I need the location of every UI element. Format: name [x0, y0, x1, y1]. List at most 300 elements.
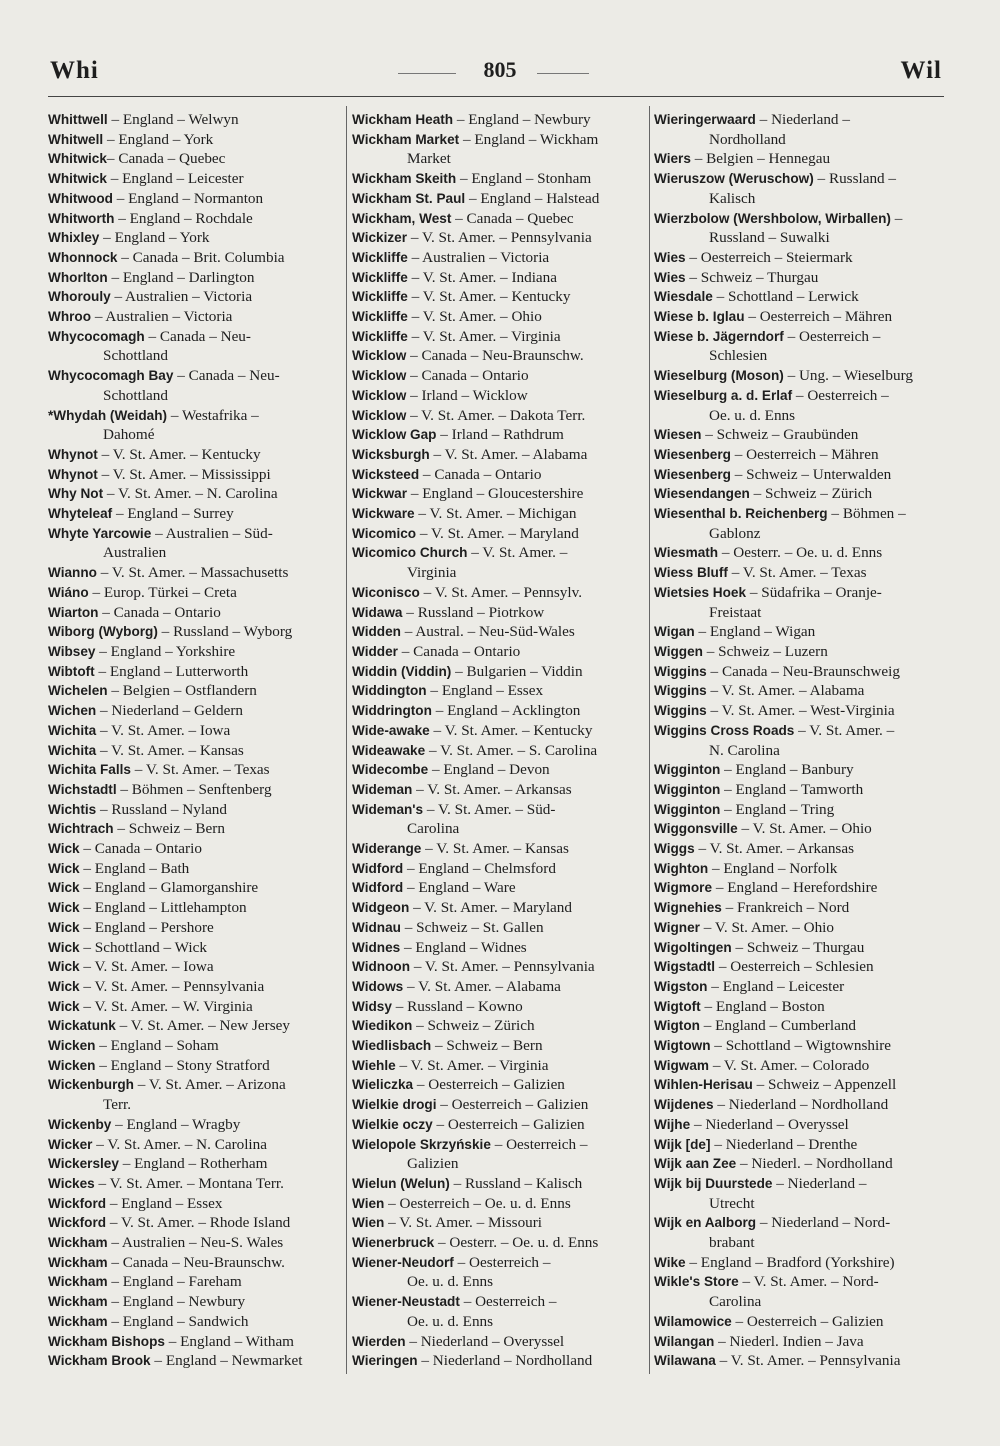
place-name: Wierzbolow (Wershbolow, Wirballen)	[654, 210, 891, 226]
gazetteer-entry	[352, 504, 650, 524]
gazetteer-entry	[48, 307, 346, 327]
place-name: Wickenburgh	[48, 1077, 134, 1093]
place-location: – England – Witham	[164, 1332, 294, 1350]
gazetteer-entry	[654, 1036, 950, 1056]
gazetteer-entry	[654, 1213, 950, 1233]
place-name: Wide-awake	[352, 722, 430, 738]
place-name: Wickersley	[48, 1156, 119, 1172]
entry-continuation	[654, 1233, 950, 1253]
gazetteer-entry	[352, 425, 650, 445]
gazetteer-entry	[352, 1194, 650, 1214]
place-name: Wijk en Aalborg	[654, 1215, 757, 1231]
place-name: Widsy	[352, 998, 392, 1014]
gazetteer-entry	[48, 701, 346, 721]
gazetteer-entry	[48, 938, 346, 958]
place-location: Dahomé	[103, 426, 155, 444]
place-name: Widows	[352, 978, 404, 994]
gazetteer-entry	[48, 189, 346, 209]
place-name: Whynot	[48, 446, 98, 462]
gazetteer-entry	[48, 622, 346, 642]
place-name: Wighton	[654, 860, 709, 876]
place-name: Whitwood	[48, 190, 113, 206]
gazetteer-entry	[48, 741, 346, 761]
gazetteer-entry	[352, 1351, 650, 1371]
place-location: brabant	[709, 1234, 755, 1252]
gazetteer-entry	[352, 1213, 650, 1233]
place-location: Virginia	[407, 564, 457, 582]
place-name: Widnoon	[352, 959, 411, 975]
gazetteer-entry	[352, 346, 650, 366]
place-location: – England – York	[103, 130, 214, 148]
place-location: – Niederland – Overyssel	[405, 1332, 565, 1350]
place-name: Whitworth	[48, 210, 115, 226]
place-location: – England – Surrey	[112, 505, 234, 523]
entry-continuation	[654, 1292, 950, 1312]
gazetteer-entry	[48, 366, 346, 386]
gazetteer-entry	[48, 642, 346, 662]
place-name: Wieringen	[352, 1353, 418, 1369]
place-name: Wiggen	[654, 643, 703, 659]
place-location: – England – Bath	[79, 859, 190, 877]
place-name: Wick	[48, 841, 80, 857]
place-name: Wiggins Cross Roads	[654, 722, 795, 738]
place-location: – Belgien – Ostflandern	[107, 682, 257, 700]
place-name: Wiese b. Jägerndorf	[654, 328, 784, 344]
gazetteer-entry	[654, 878, 950, 898]
gazetteer-entry	[352, 524, 650, 544]
place-name: Wicklow	[352, 368, 407, 384]
gazetteer-entry	[654, 248, 950, 268]
gazetteer-entry	[48, 287, 346, 307]
place-name: Widdington	[352, 683, 427, 699]
gazetteer-entry	[654, 1312, 950, 1332]
gazetteer-entry	[48, 1056, 346, 1076]
gazetteer-entry	[352, 228, 650, 248]
place-name: Whixley	[48, 230, 100, 246]
place-location: – England – Wigan	[694, 623, 816, 641]
place-location: Terr.	[103, 1096, 132, 1114]
place-name: Wick	[48, 939, 80, 955]
place-location: – England – Ware	[403, 879, 516, 897]
place-name: Whyteleaf	[48, 506, 113, 522]
header-dash-right	[537, 73, 589, 74]
place-location: – Australien – Neu-S. Wales	[107, 1234, 284, 1252]
place-location: – England – Glamorganshire	[79, 879, 259, 897]
place-location: – England – Welwyn	[107, 111, 239, 128]
place-name: Wiggins	[654, 663, 707, 679]
place-name: Wigtown	[654, 1038, 711, 1054]
gazetteer-entry	[48, 1036, 346, 1056]
place-location: – V. St. Amer. – Alabama	[429, 445, 588, 463]
place-location: – Russland – Nyland	[96, 800, 227, 818]
gazetteer-entry	[48, 721, 346, 741]
place-name: Wijhe	[654, 1116, 691, 1132]
place-location: Utrecht	[709, 1194, 755, 1212]
place-location: – Schweiz – Appenzell	[752, 1076, 897, 1094]
gazetteer-entry	[48, 1115, 346, 1135]
place-name: Wigoltingen	[654, 939, 732, 955]
place-name: Whycocomagh Bay	[48, 368, 174, 384]
place-location: – England – Gloucestershire	[407, 485, 584, 503]
place-name: Wigginton	[654, 801, 721, 817]
gazetteer-entry	[48, 1332, 346, 1352]
place-location: – England – Halstead	[465, 189, 600, 207]
place-location: – V. St. Amer. – Virginia	[407, 327, 561, 345]
place-location: – V. St. Amer. – Pennsylvania	[715, 1352, 901, 1370]
gazetteer-entry	[48, 780, 346, 800]
gazetteer-entry	[48, 504, 346, 524]
place-name: Whittwell	[48, 112, 108, 127]
gazetteer-entry	[352, 957, 650, 977]
place-location: – England – Newbury	[453, 111, 591, 128]
place-location: – England – Wickham	[459, 130, 599, 148]
place-name: Wickham Brook	[48, 1353, 151, 1369]
place-location: – V. St. Amer. – Texas	[130, 761, 270, 779]
place-location: – England – Cumberland	[699, 1017, 857, 1035]
place-name: Wickham Skeith	[352, 171, 457, 187]
place-location: Carolina	[709, 1293, 762, 1311]
place-name: Wignehies	[654, 900, 722, 916]
gazetteer-entry	[352, 209, 650, 229]
place-location: – V. St. Amer. – Alabama	[706, 682, 865, 700]
place-name: Wicksteed	[352, 466, 420, 482]
place-name: Widdrington	[352, 703, 432, 719]
place-location: – Schweiz – Thurgau	[731, 938, 865, 956]
place-location: – V. St. Amer. – Kentucky	[407, 288, 571, 306]
gazetteer-entry	[48, 465, 346, 485]
gazetteer-entry	[654, 859, 950, 879]
gazetteer-entry	[48, 800, 346, 820]
gazetteer-entry	[48, 1351, 346, 1371]
place-location: – England – Sandwich	[107, 1312, 249, 1330]
place-location: – V. St. Amer. – Arkansas	[694, 840, 854, 858]
gazetteer-entry	[352, 622, 650, 642]
place-location: – England – Fareham	[107, 1273, 242, 1291]
gazetteer-entry	[48, 1272, 346, 1292]
place-location: – Russland –	[813, 170, 897, 188]
place-name: Wideman's	[352, 801, 424, 817]
place-location: – Oesterreich – Galizien	[436, 1096, 589, 1114]
place-name: Wichita	[48, 742, 97, 758]
gazetteer-entry	[654, 622, 950, 642]
place-name: Wickham	[48, 1313, 108, 1329]
place-location: – Belgien – Hennegau	[690, 150, 831, 168]
place-location: – V. St. Amer. – Mississippi	[97, 465, 271, 483]
place-name: Wichstadtl	[48, 781, 117, 797]
place-name: Wijk bij Duurstede	[654, 1175, 773, 1191]
gazetteer-entry	[654, 268, 950, 288]
place-location: – England – Widnes	[400, 938, 527, 956]
header-rule	[48, 96, 944, 97]
place-name: Wiesenberg	[654, 446, 731, 462]
place-name: Wicksburgh	[352, 446, 430, 462]
place-location: – England – Lutterworth	[94, 662, 249, 680]
place-name: Wick	[48, 880, 80, 896]
entry-continuation	[352, 819, 650, 839]
place-location: – England – Devon	[428, 761, 550, 779]
place-location: – England – Acklington	[431, 702, 581, 720]
place-location: – Canada – Neu-Braunschw.	[107, 1253, 285, 1271]
gazetteer-entry	[48, 583, 346, 603]
place-name: Wihlen-Herisau	[654, 1077, 753, 1093]
place-name: Whitwick	[48, 151, 107, 167]
gazetteer-entry	[352, 780, 650, 800]
place-name: Wichita	[48, 722, 97, 738]
gazetteer-entry	[352, 977, 650, 997]
place-location: – Südafrika – Oranje-	[746, 583, 882, 601]
place-location: – Irland – Wicklow	[406, 386, 528, 404]
gazetteer-entry	[48, 603, 346, 623]
place-location: – Canada – Neu-	[144, 327, 251, 345]
place-name: Wigwam	[654, 1057, 710, 1073]
place-name: Wickham	[48, 1274, 108, 1290]
gazetteer-entry	[352, 662, 650, 682]
gazetteer-entry	[654, 1351, 950, 1371]
place-name: Wickware	[352, 506, 415, 522]
gazetteer-entry	[352, 681, 650, 701]
place-location: – England – Leicester	[106, 170, 244, 188]
place-name: Wicklow Gap	[352, 427, 437, 443]
place-location: – V. St. Amer. – Pennsylvania	[410, 958, 595, 976]
gazetteer-entry	[352, 760, 650, 780]
place-location: – V. St. Amer. – W. Virginia	[79, 997, 253, 1015]
place-location: – V. St. Amer. – N. Carolina	[92, 1135, 267, 1153]
place-location: – England – Bradford (Yorkshire)	[685, 1253, 895, 1271]
place-location: – V. St. Amer. – Kansas	[421, 840, 569, 858]
place-location: – England – Yorkshire	[95, 642, 236, 660]
place-name: Wielkie oczy	[352, 1116, 433, 1132]
place-name: Wigan	[654, 624, 695, 640]
place-location: – V. St. Amer. – Michigan	[414, 505, 577, 523]
place-location: – England – Tring	[720, 800, 835, 818]
place-location: – Canada – Quebec	[106, 150, 226, 168]
place-location: – V. St. Amer. – Pennsylvania	[407, 229, 592, 247]
place-name: Wickham	[48, 1254, 108, 1270]
gazetteer-entry	[48, 130, 346, 150]
place-location: Kalisch	[709, 189, 756, 207]
gazetteer-entry	[352, 1056, 650, 1076]
gazetteer-entry	[654, 149, 950, 169]
gazetteer-entry	[48, 1312, 346, 1332]
place-name: Wijk aan Zee	[654, 1156, 737, 1172]
place-name: Whitwell	[48, 131, 104, 147]
place-name: Wickenby	[48, 1116, 112, 1132]
gazetteer-entry	[654, 1095, 950, 1115]
gazetteer-entry	[654, 662, 950, 682]
gazetteer-entry	[654, 780, 950, 800]
gazetteer-entry	[654, 209, 950, 229]
gazetteer-entry	[654, 938, 950, 958]
gazetteer-entry	[654, 1075, 950, 1095]
gazetteer-entry	[352, 248, 650, 268]
place-location: Market	[407, 150, 451, 168]
place-name: Wiehle	[352, 1057, 396, 1073]
gazetteer-entry	[352, 898, 650, 918]
place-location: – Niederland – Nord-	[756, 1214, 891, 1232]
place-location: – Niederland –	[755, 111, 850, 128]
column-2	[352, 110, 650, 1371]
gazetteer-entry	[48, 149, 346, 169]
place-name: Wickham	[48, 1294, 108, 1310]
place-location: – Europ. Türkei – Creta	[88, 583, 237, 601]
gazetteer-entry	[48, 1194, 346, 1214]
entry-continuation	[352, 1154, 650, 1174]
place-name: Wichita Falls	[48, 762, 131, 778]
place-name: Wigston	[654, 978, 708, 994]
place-location: – Australien – Süd-	[151, 524, 273, 542]
gazetteer-entry	[654, 366, 950, 386]
gazetteer-entry	[48, 484, 346, 504]
gazetteer-entry	[48, 268, 346, 288]
place-name: Whorouly	[48, 289, 111, 305]
place-name: Wicomico Church	[352, 545, 468, 561]
place-name: Wiesmath	[654, 545, 719, 561]
place-name: Wigginton	[654, 762, 721, 778]
place-location: – V. St. Amer. – New Jersey	[115, 1017, 290, 1035]
gazetteer-entry	[654, 1154, 950, 1174]
place-location: – V. St. Amer. – Rhode Island	[106, 1214, 291, 1232]
gazetteer-entry	[352, 1075, 650, 1095]
gazetteer-entry	[352, 484, 650, 504]
entry-continuation	[48, 386, 346, 406]
place-name: Widawa	[352, 604, 403, 620]
place-name: Wiáno	[48, 584, 89, 600]
place-location: – Australien – Victoria	[110, 288, 253, 306]
entry-continuation	[352, 1312, 650, 1332]
entry-continuation	[654, 1194, 950, 1214]
place-location: – Canada – Ontario	[397, 642, 521, 660]
place-name: Wichtrach	[48, 821, 114, 837]
place-name: Widecombe	[352, 762, 429, 778]
place-location: – V. St. Amer. – West-Virginia	[706, 702, 895, 720]
place-location: – V. St. Amer. – Kansas	[96, 741, 244, 759]
gazetteer-entry	[654, 721, 950, 741]
place-location: – Oesterr. – Oe. u. d. Enns	[718, 544, 883, 562]
gazetteer-entry	[352, 938, 650, 958]
place-name: Wigstadtl	[654, 959, 716, 975]
gazetteer-entry	[48, 918, 346, 938]
place-location: – England – Essex	[426, 682, 544, 700]
place-name: Wigmore	[654, 880, 713, 896]
page-number: 805	[483, 57, 517, 82]
place-name: Wiborg (Wyborg)	[48, 624, 158, 640]
gazetteer-entry	[48, 997, 346, 1017]
place-location: – England – Herefordshire	[712, 879, 878, 897]
place-name: Wiesenthal b. Reichenberg	[654, 506, 828, 522]
place-location: – England – Chelmsford	[403, 859, 556, 877]
place-location: – England – Newmarket	[150, 1352, 303, 1370]
place-location: – Niederland – Nordholland	[713, 1096, 889, 1114]
gazetteer-entry	[48, 681, 346, 701]
gazetteer-entry	[654, 1016, 950, 1036]
entry-continuation	[48, 543, 346, 563]
place-location: – Canada – Ontario	[98, 603, 221, 621]
place-location: – Schweiz – Zürich	[749, 485, 873, 503]
place-location: – Schweiz – Luzern	[702, 642, 828, 660]
place-location: – Oesterr. – Oe. u. d. Enns	[434, 1234, 599, 1252]
place-location: – Oesterreich – Galizien	[731, 1312, 884, 1330]
gazetteer-entry	[654, 543, 950, 563]
place-location: – Australien – Victoria	[91, 308, 233, 326]
place-location: Schottland	[103, 347, 168, 365]
place-location: – V. St. Amer. – Virginia	[395, 1056, 549, 1074]
place-location: – V. St. Amer. – Süd-	[423, 800, 556, 818]
place-location: – V. St. Amer. – Pennsylvania	[79, 977, 265, 995]
gazetteer-entry	[48, 662, 346, 682]
place-name: Wike	[654, 1254, 686, 1270]
place-location: Oe. u. d. Enns	[407, 1312, 494, 1330]
gazetteer-entry	[48, 228, 346, 248]
place-location: N. Carolina	[709, 741, 780, 759]
place-location: – Russland – Kowno	[391, 997, 523, 1015]
place-location: – Böhmen – Senftenberg	[116, 780, 272, 798]
place-name: Widerange	[352, 841, 422, 857]
gazetteer-entry	[352, 721, 650, 741]
entry-continuation	[352, 563, 650, 583]
place-name: Wierden	[352, 1333, 406, 1349]
place-location: – England – Rochdale	[114, 209, 253, 227]
place-location: – Frankreich – Nord	[721, 899, 850, 917]
gazetteer-entry	[654, 800, 950, 820]
gazetteer-entry	[654, 287, 950, 307]
header-left-keyword: Whi	[50, 57, 99, 84]
place-name: Wibsey	[48, 643, 96, 659]
gazetteer-entry	[654, 583, 950, 603]
place-location: – Schweiz – Zürich	[412, 1017, 535, 1035]
column-divider	[346, 106, 347, 1374]
place-name: Wickham Market	[352, 131, 460, 147]
place-name: Wigginton	[654, 781, 721, 797]
place-location: – Schweiz – St. Gallen	[400, 918, 544, 936]
place-name: Wies	[654, 269, 686, 285]
gazetteer-entry	[654, 1174, 950, 1194]
place-name: Wiggs	[654, 841, 695, 857]
gazetteer-entry	[654, 110, 950, 130]
place-location: – Austral. – Neu-Süd-Wales	[400, 623, 575, 641]
place-name: Wiener-Neudorf	[352, 1254, 454, 1270]
gazetteer-entry	[654, 898, 950, 918]
place-name: Wiedikon	[352, 1018, 413, 1034]
place-name: Wickwar	[352, 486, 408, 502]
place-name: Widdin (Viddin)	[352, 663, 452, 679]
entry-continuation	[654, 130, 950, 150]
place-location: – Russland – Piotrkow	[402, 603, 545, 621]
place-location: – Schweiz – Unterwalden	[730, 465, 892, 483]
gazetteer-entry	[48, 977, 346, 997]
place-name: Wickliffe	[352, 289, 408, 305]
place-name: Wick	[48, 919, 80, 935]
place-location: – Böhmen –	[827, 505, 906, 523]
place-location: – V. St. Amer. – Texas	[727, 564, 867, 582]
place-location: – Ung. – Wieselburg	[783, 367, 913, 385]
place-location: – V. St. Amer. – Dakota Terr.	[406, 406, 586, 424]
gazetteer-entry	[48, 1154, 346, 1174]
gazetteer-entry	[48, 898, 346, 918]
place-name: Wilamowice	[654, 1313, 732, 1329]
place-name: Wien	[352, 1215, 385, 1231]
place-location: – Canada – Ontario	[406, 367, 529, 385]
place-name: Wiesen	[654, 427, 702, 443]
place-location: – V. St. Amer. – Iowa	[79, 958, 214, 976]
place-location: – Russland – Kalisch	[449, 1174, 583, 1192]
place-location: – V. St. Amer. – Alabama	[403, 977, 561, 995]
place-name: Wigton	[654, 1018, 700, 1034]
place-name: Wiedlisbach	[352, 1038, 432, 1054]
gazetteer-entry	[352, 1253, 650, 1273]
gazetteer-entry	[352, 110, 650, 130]
gazetteer-entry	[352, 918, 650, 938]
gazetteer-entry	[654, 386, 950, 406]
